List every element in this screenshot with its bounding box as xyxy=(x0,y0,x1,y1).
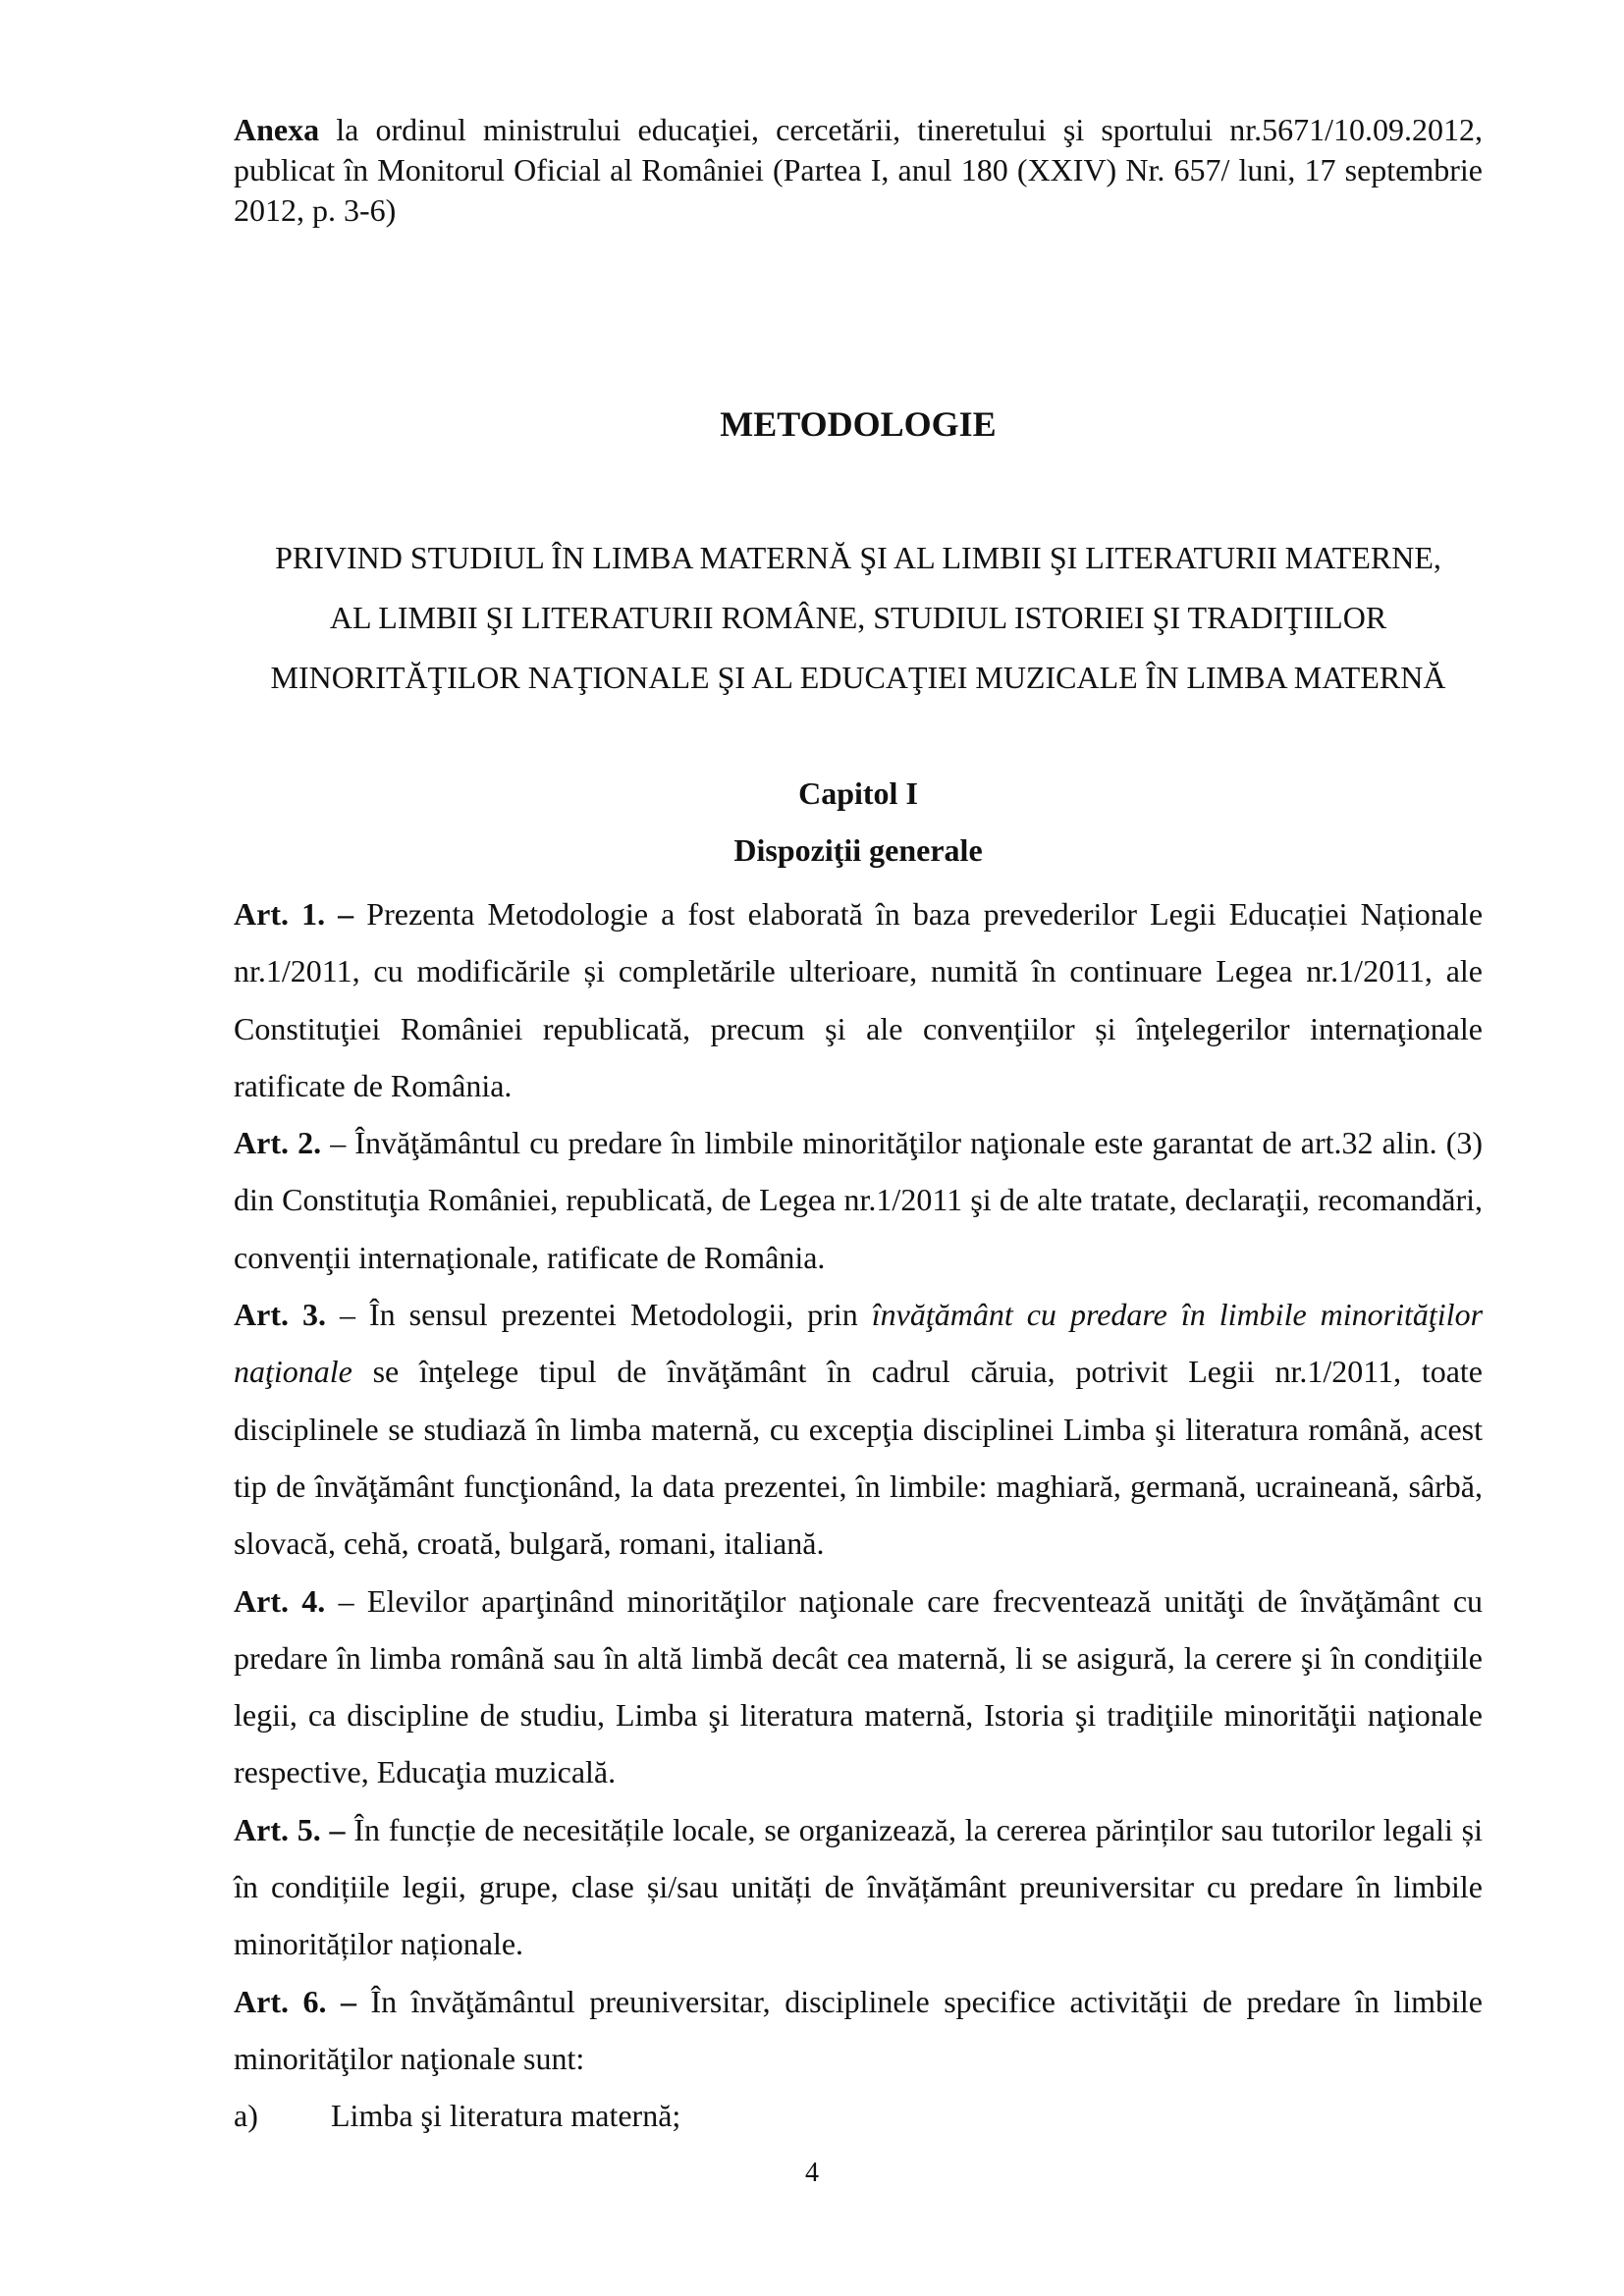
article-5 xyxy=(234,1801,1483,1973)
article-text: În învăţământul preuniversitar, disciplinele specifice activităţii de predare în limbile minorităţilor naţionale sunt: xyxy=(234,1983,1484,2076)
list-item xyxy=(234,2087,1483,2144)
article-text: Prezenta Metodologie a fost elaborată în baza prevederilor Legii Educației Naționale nr.1/2011, cu modificările și completările ulterioare, numită în continuare Legea nr.1/2011, ale Constituţiei României republicată, precum şi ale convenţiilor și înţelegerilor internaţionale ratificate de România. xyxy=(234,896,1484,1103)
article-4 xyxy=(234,1573,1483,1801)
article-text: În funcție de necesitățile locale, se organizează, la cererea părinților sau tutorilor legali și în condițiile legii, grupe, clase și/sau unități de învățământ preuniversitar cu predare în limbile minorităților naționale. xyxy=(234,1811,1484,1962)
article-italic-term: învăţământ cu predare în limbile minorităţilor naţionale xyxy=(234,1297,1484,1390)
article-2 xyxy=(234,1114,1483,1286)
article-number: Art. 3. xyxy=(234,1297,326,1333)
article-text: – În sensul prezentei Metodologii, prin xyxy=(340,1297,858,1333)
header-lead: Anexa xyxy=(234,112,320,147)
document-title: METODOLOGIE xyxy=(720,404,997,444)
article-number: Art. 4. xyxy=(234,1582,326,1619)
article-text: – Elevilor aparţinând minorităţilor naţionale care frecventează unităţi de învăţământ cu predare în limba română sau în altă limbă decât cea maternă, li se asigură, la cerere şi în condiţiile legii, ca discipline de studiu, Limba şi literatura maternă, Istoria şi tradiţiile minorităţii naţionale respective, Educaţia muzicală. xyxy=(234,1582,1484,1790)
list-marker: a) xyxy=(234,2098,258,2134)
article-3 xyxy=(234,1286,1483,1572)
chapter-number: Capitol I xyxy=(798,775,918,811)
article-number: Art. 1. – xyxy=(234,896,354,932)
article-text: se înţelege tipul de învăţământ în cadrul căruia, potrivit Legii nr.1/2011, toate disciplinele se studiază în limba maternă, cu excepţia disciplinei Limba şi literatura română, acest tip de învăţământ funcţionând, la data prezentei, în limbile: maghiară, germană, ucraineană, sârbă, slovacă, cehă, croată, bulgară, romani, italiană. xyxy=(234,1354,1484,1562)
list-item-text: Limba şi literatura maternă; xyxy=(331,2098,681,2134)
subtitle-line: MINORITĂŢILOR NAŢIONALE ŞI AL EDUCAŢIEI MUZICALE ÎN LIMBA MATERNĂ xyxy=(270,660,1446,695)
article-number: Art. 5. – xyxy=(234,1811,346,1847)
article-6 xyxy=(234,1973,1483,2088)
document-body xyxy=(234,885,1483,2145)
document-subtitle xyxy=(196,528,1520,708)
page-number: 4 xyxy=(805,2158,819,2188)
article-number: Art. 2. xyxy=(234,1125,322,1161)
subtitle-line: AL LIMBII ŞI LITERATURII ROMÂNE, STUDIUL ISTORIEI ŞI TRADIŢIILOR xyxy=(329,600,1387,635)
chapter-name: Dispoziţii generale xyxy=(733,832,983,868)
article-1 xyxy=(234,885,1483,1114)
header-text: la ordinul ministrului educaţiei, cercetării, tineretului şi sportului nr.5671/10.09.2012, publicat în Monitorul Oficial al României (Partea I, anul 180 (XXIV) Nr. 657/ luni, 17 septembrie 2012, p. 3-6) xyxy=(234,112,1484,228)
article-number: Art. 6. – xyxy=(234,1983,356,2019)
header-note xyxy=(234,110,1483,231)
article-text: – Învăţământul cu predare în limbile minorităţilor naţionale este garantat de art.32 alin. (3) din Constituţia României, republicată, de Legea nr.1/2011 şi de alte tratate, declaraţii, recomandări, convenţii internaţionale, ratificate de România. xyxy=(234,1125,1484,1275)
subtitle-line: PRIVIND STUDIUL ÎN LIMBA MATERNĂ ŞI AL LIMBII ŞI LITERATURII MATERNE, xyxy=(275,540,1441,575)
